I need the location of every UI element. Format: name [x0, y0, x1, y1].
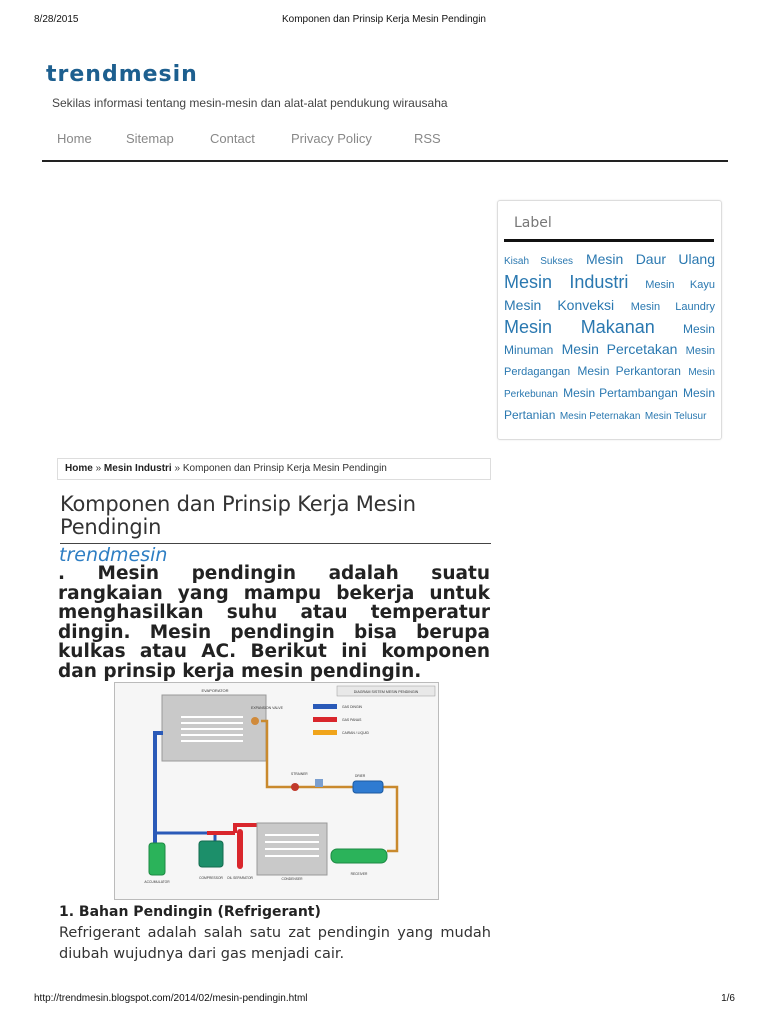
breadcrumb-category[interactable]: Mesin Industri [103, 463, 172, 474]
post-author[interactable]: trendmesin [59, 544, 168, 566]
diagram-label: RECEIVER [350, 872, 368, 876]
compressor [199, 841, 223, 867]
oil-separator [237, 829, 243, 869]
breadcrumb [57, 458, 491, 480]
label-link[interactable]: Mesin Industri [504, 272, 629, 292]
label-link[interactable]: Kisah Sukses [504, 256, 574, 267]
nav-home[interactable]: Home [57, 131, 92, 146]
diagram-label: ACCUMULATOR [144, 880, 170, 884]
post-title: Komponen dan Prinsip Kerja Mesin Pendingin [60, 492, 416, 539]
section-heading: 1. Bahan Pendingin (Refrigerant) [59, 904, 321, 920]
diagram-label: EVAPORATOR [201, 688, 229, 693]
nav-privacy-policy[interactable]: Privacy Policy [291, 131, 372, 146]
legend-swatch-liquid [313, 730, 337, 735]
label-link[interactable]: Mesin Laundry [630, 301, 715, 313]
breadcrumb-home[interactable]: Home [65, 463, 93, 474]
label-link[interactable]: Mesin Perkantoran [577, 364, 681, 378]
label-link[interactable]: Mesin Makanan [504, 317, 655, 337]
print-url: http://trendmesin.blogspot.com/2014/02/mesin-pendingin.html [34, 993, 308, 1004]
print-page-number: 1/6 [721, 993, 735, 1004]
post-lead: . Mesin pendingin adalah suatu rangkaian yang mampu bekerja untuk menghasilkan suhu atau temperatur dingin. Mesin pendingin bisa berupa kulkas atau AC. Berikut ini komponen dan prinsip kerja mesin pendingin. [58, 563, 490, 682]
print-header [0, 14, 768, 30]
label-link[interactable]: Mesin Telusur [644, 411, 707, 422]
blog-description: Sekilas informasi tentang mesin-mesin dan alat-alat pendukung wirausaha [52, 96, 448, 110]
diagram-label: STRAINER [291, 772, 308, 776]
section-body: Refrigerant adalah salah satu zat pendingin yang mudah diubah wujudnya dari gas menjadi cair. [59, 925, 491, 962]
breadcrumb-separator: » [95, 463, 102, 474]
nav-rss[interactable]: RSS [414, 131, 441, 146]
expansion-valve [251, 717, 259, 725]
drier [353, 781, 383, 793]
label-widget [497, 200, 722, 440]
strainer [291, 783, 299, 791]
label-link[interactable]: Mesin Daur Ulang [585, 251, 715, 267]
main-nav [42, 128, 728, 162]
diagram-label: CONDENSER [281, 877, 303, 881]
label-link[interactable]: Mesin Minuman [504, 322, 715, 357]
blog-title[interactable]: trendmesin [46, 62, 198, 87]
breadcrumb-separator: » [174, 463, 181, 474]
accumulator [149, 843, 165, 875]
label-link[interactable]: Mesin Peternakan [559, 411, 641, 422]
diagram-label: COMPRESSOR [199, 876, 223, 880]
label-link[interactable]: Mesin Pertanian [504, 386, 715, 422]
print-date: 8/28/2015 [34, 14, 79, 25]
legend-swatch-hot [313, 717, 337, 722]
widget-divider [504, 239, 714, 242]
label-cloud [504, 249, 715, 427]
diagram-label: EXPANSION VALVE [251, 706, 283, 710]
nav-contact[interactable]: Contact [210, 131, 255, 146]
label-link[interactable]: Mesin Konveksi [504, 297, 615, 313]
label-link[interactable]: Mesin Pertambangan [563, 386, 678, 400]
breadcrumb-current: Komponen dan Prinsip Kerja Mesin Pendingin [182, 463, 387, 474]
label-link[interactable]: Mesin Perkebunan [504, 367, 715, 400]
print-title: Komponen dan Prinsip Kerja Mesin Pendingin [281, 14, 486, 25]
diagram-title: DIAGRAM SISTEM MESIN PENDINGIN [353, 690, 419, 694]
legend-label: GAS DINGIN [342, 705, 362, 709]
legend-label: GAS PANAS [342, 718, 362, 722]
diagram-label: DRIER [355, 774, 366, 778]
legend-swatch-cold [313, 704, 337, 709]
sight-glass [315, 779, 323, 787]
label-link[interactable]: Mesin Perdagangan [504, 345, 716, 378]
legend-label: CAIRAN / LIQUID [342, 731, 369, 735]
label-link[interactable]: Mesin Kayu [645, 279, 715, 291]
diagram-graphic [115, 683, 438, 899]
refrigeration-diagram [114, 682, 439, 900]
receiver [331, 849, 387, 863]
nav-sitemap[interactable]: Sitemap [126, 131, 174, 146]
widget-title: Label [514, 215, 552, 231]
diagram-label: OIL SEPARATOR [227, 876, 253, 880]
label-link[interactable]: Mesin Percetakan [561, 341, 678, 357]
